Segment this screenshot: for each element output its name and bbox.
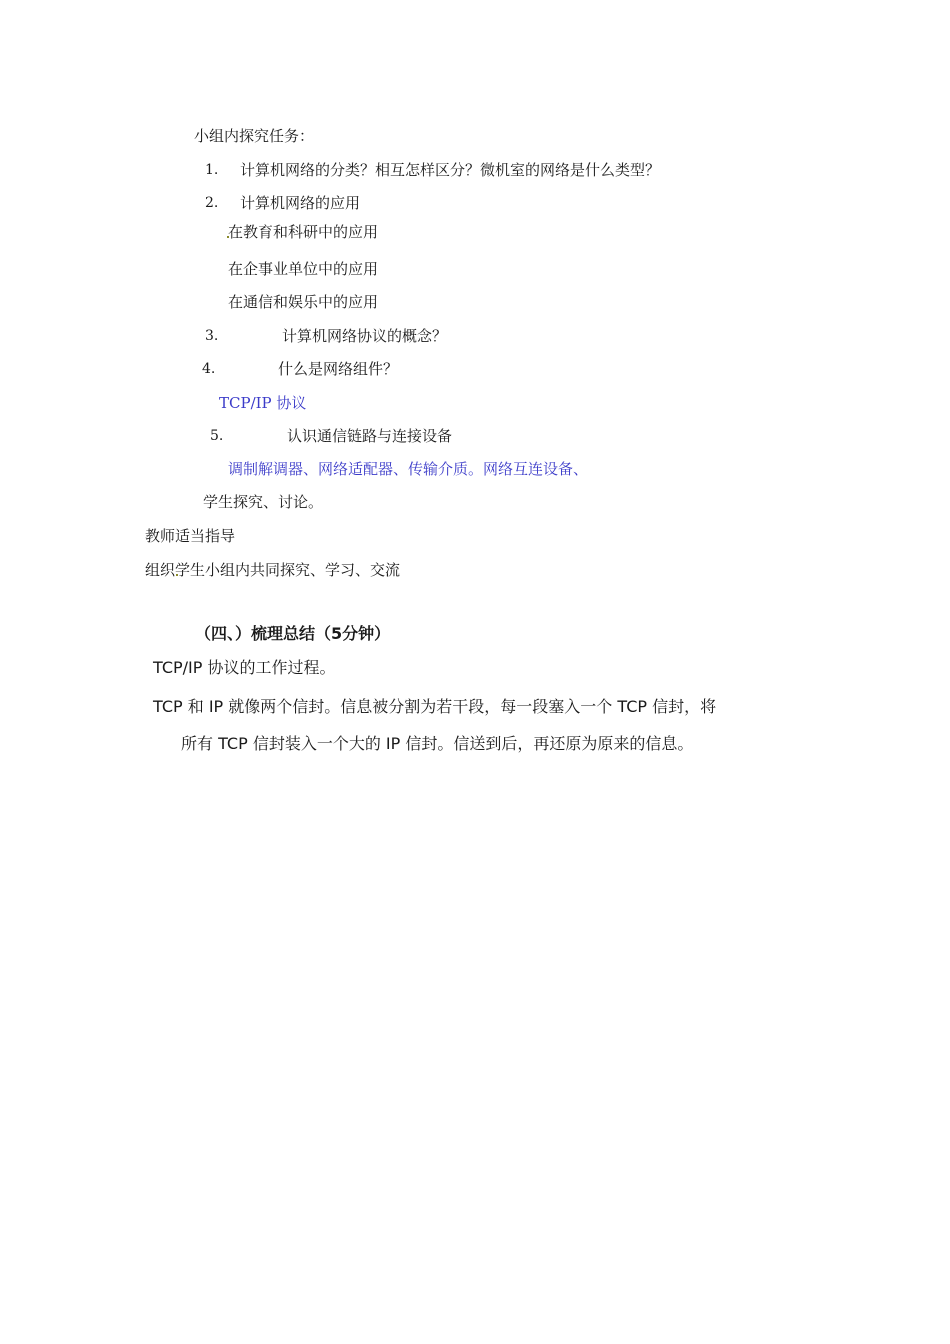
item-text-5: 认识通信链路与连接设备	[287, 427, 453, 445]
summary-title: TCP/IP 协议的工作过程。	[153, 658, 336, 677]
item-text-1: 计算机网络的分类？相互怎样区分？微机室的网络是什么类型？	[240, 161, 661, 179]
application-education: 在教育和科研中的应用	[228, 223, 379, 241]
organize-note: 组织学生小组内共同探究、学习、交流	[145, 561, 401, 579]
protocol-note: TCP/IP 协议	[219, 394, 307, 412]
devices-note: 调制解调器、网络适配器、传输介质。网络互连设备、	[228, 460, 589, 478]
item-text-4: 什么是网络组件？	[278, 360, 399, 378]
item-number-3: 3.	[205, 328, 219, 344]
section-heading: （四、）梳理总结（5分钟）	[195, 624, 391, 643]
item-number-1: 1.	[205, 162, 219, 178]
item-number-5: 5.	[210, 428, 224, 444]
task-title: 小组内探究任务：	[194, 127, 315, 145]
student-activity: 学生探究、讨论。	[203, 493, 324, 511]
application-enterprise: 在企事业单位中的应用	[228, 260, 379, 278]
item-text-2: 计算机网络的应用	[240, 194, 361, 212]
application-communication: 在通信和娱乐中的应用	[228, 293, 379, 311]
summary-line-1: TCP 和 IP 就像两个信封。信息被分割为若干段，每一段塞入一个 TCP 信封，将	[153, 697, 717, 716]
item-number-2: 2.	[205, 195, 219, 211]
item-number-4: 4.	[202, 361, 216, 377]
item-text-3: 计算机网络协议的概念？	[282, 327, 448, 345]
summary-line-2: 所有 TCP 信封装入一个大的 IP 信封。信送到后，再还原为原来的信息。	[181, 734, 694, 753]
teacher-guide: 教师适当指导	[145, 527, 236, 545]
